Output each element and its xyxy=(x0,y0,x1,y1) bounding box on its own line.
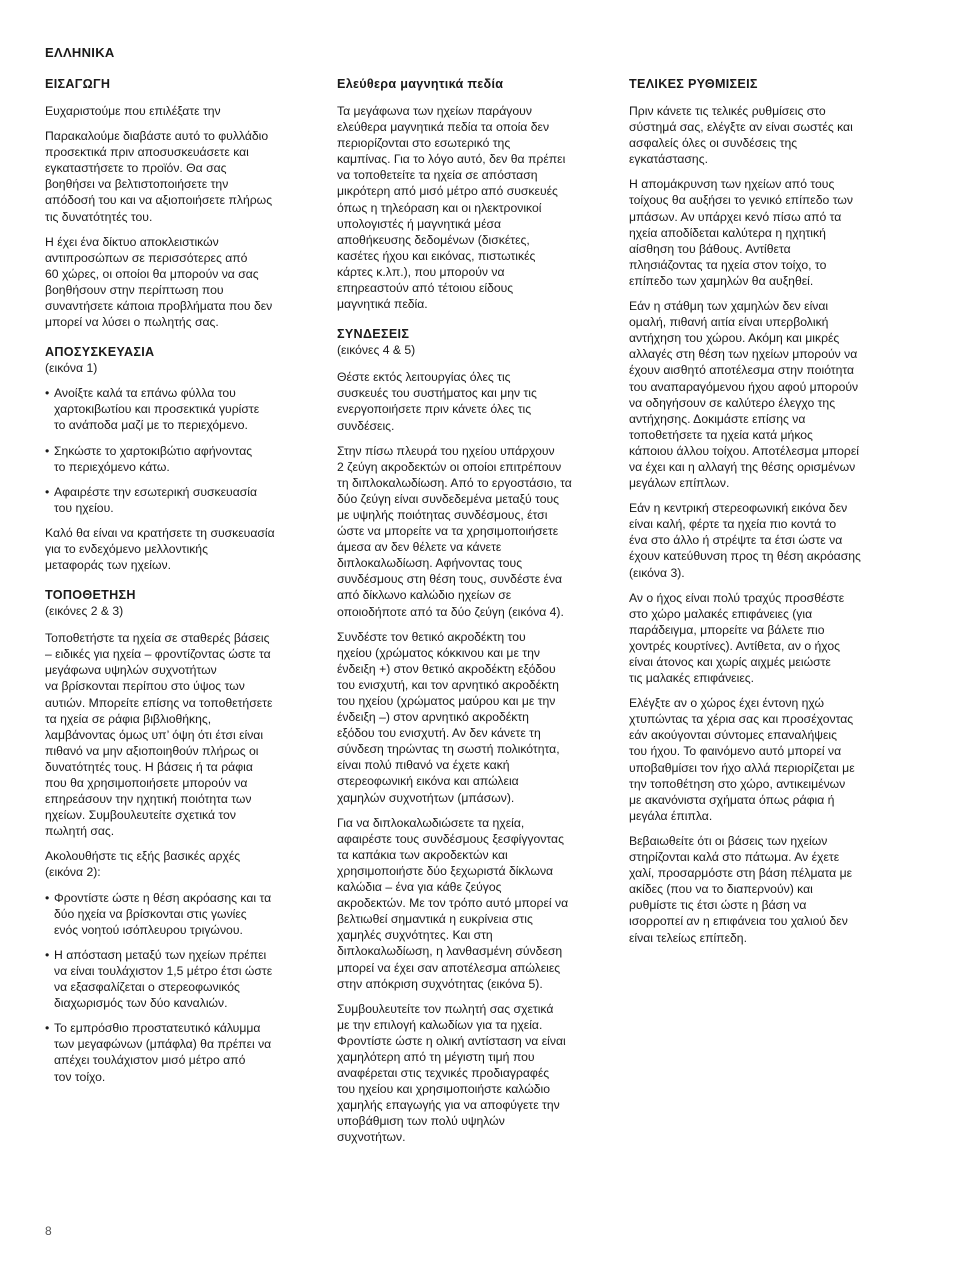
column-1 xyxy=(45,76,323,1095)
connections-section xyxy=(337,326,617,1145)
final-adjustments-paragraph: Πριν κάνετε τις τελικές ρυθμίσεις στο σύστημά σας, ελέγξτε αν είναι σωστές και ασφαλείς όλες οι συνδέσεις της εγκατάστασης. xyxy=(629,104,853,167)
page-number: 8 xyxy=(45,1224,52,1238)
connections-paragraph: Για να διπλοκαλωδιώσετε τα ηχεία, αφαιρέστε τους συνδέσμους ξεσφίγγοντας τα καπάκια των ακροδεκτών και χρησιμοποιήστε δύο ξεχωριστά δίκλωνα καλώδια – ένα για κάθε ζεύγος ακροδεκτών. Με τον τρόπο αυτό μπορεί να βελτιωθεί σημαντικά η ευκρίνεια στις χαμηλές συχνότητες. Και στη διπλοκαλωδίωση, η λανθασμένη σύνδεση μπορεί να έχει σαν αποτέλεσμα απώλειες στην απόκριση συχνότητας (εικόνα 5). xyxy=(337,815,569,991)
unpacking-heading: ΑΠΟΣΥΣΚΕΥΑΣΙΑ xyxy=(45,345,155,360)
placement-bullet: • Φροντίστε ώστε η θέση ακρόασης και τα δύο ηχεία να βρίσκονται στις γωνίες ενός νοητού ισόπλευρου τριγώνου. xyxy=(45,890,323,938)
intro-heading: ΕΙΣΑΓΩΓΗ xyxy=(45,77,111,91)
column-3 xyxy=(629,76,911,956)
connections-paragraph: Θέστε εκτός λειτουργίας όλες τις συσκευές του συστήματος και μην τις ενεργοποιήσετε πριν κάνετε όλες τις συνδέσεις. xyxy=(337,370,537,433)
placement-bullet: • Το εμπρόσθιο προστατευτικό κάλυμμα των μεγαφώνων (μπάφλα) θα πρέπει να απέχει τουλάχιστον μισό μέτρο από τον τοίχο. xyxy=(45,1020,323,1084)
final-adjustments-heading: ΤΕΛΙΚΕΣ ΡΥΘΜΙΣΕΙΣ xyxy=(629,77,758,91)
placement-heading: ΤΟΠΟΘΕΤΗΣΗ xyxy=(45,588,136,603)
unpacking-paragraph: Καλό θα είναι να κρατήσετε τη συσκευασία για το ενδεχόμενο μελλοντικής μεταφοράς των ηχείων. xyxy=(45,525,275,573)
final-adjustments-paragraph: Αν ο ήχος είναι πολύ τραχύς προσθέστε στο χώρο μαλακές επιφάνειες (για παράδειγμα, μπορείτε να βάλετε πιο χοντρές κουρτίνες). Αντίθετα, αν ο ήχος είναι άτονος και χωρίς αιχμές μειώστε τις μαλακές επιφάνειες. xyxy=(629,590,845,686)
placement-paragraph: Ακολουθήστε τις εξής βασικές αρχές (εικόνα 2): xyxy=(45,849,241,880)
placement-paragraph: Τοποθετήστε τα ηχεία σε σταθερές βάσεις – ειδικές για ηχεία – φροντίζοντας ώστε τα μεγάφωνα υψηλών συχνοτήτων να βρίσκονται περίπου στο ύψος των αυτιών. Μπορείτε επίσης να τοποθετήσετε τα ηχεία σε ράφια βιβλιοθήκης, λαμβάνοντας όμως υπ’ όψη ότι έτσι είναι πιθανό να μην αξιοποιηθούν πλήρως οι δυνατότητές τους. Η βάσεις ή τα ράφια που θα χρησιμοποιήσετε μπορούν να επηρεάσουν την ηχητική ποιότητα των ηχείων. Συμβουλευτείτε σχετικά τον πωλητή σας. xyxy=(45,631,273,839)
column-2 xyxy=(337,76,617,1156)
language-heading: ΕΛΛΗΝΙΚΑ xyxy=(45,45,115,60)
unpacking-bullet: • Ανοίξτε καλά τα επάνω φύλλα του χαρτοκιβωτίου και προσεκτικά γυρίστε το ανάποδα μαζί με το περιεχόμενο. xyxy=(45,385,323,433)
connections-paragraph: Συμβουλευτείτε τον πωλητή σας σχετικά με την επιλογή καλωδίων για τα ηχεία. Φροντίστε ώστε η ολική αντίσταση να είναι χαμηλότερη από τη μέγιστη τιμή που αναφέρεται στις τεχνικές προδιαγραφές του ηχείου και χρησιμοποιήστε καλώδιο χαμηλής επαγωγής για να αποφύγετε την υποβάθμιση των πολύ υψηλών συχνοτήτων. xyxy=(337,1001,566,1145)
final-adjustments-paragraph: Εάν η στάθμη των χαμηλών δεν είναι ομαλή, πιθανή αιτία είναι υπερβολική αντήχηση του χώρου. Ακόμη και μικρές αλλαγές στη θέση των ηχείων μπορούν να έχουν αισθητό αποτέλεσμα στην ποιότητα του αναπαραγόμενου ήχου αφού μπορούν να οδηγήσουν σε καλύτερο έλεγχο της αντήχησης. Δοκιμάστε επίσης να τοποθετήσετε τα ηχεία κατά μήκος κάποιου άλλου τοίχου. Αποτέλεσμα μπορεί να έχει και η αλλαγή της θέσης ορισμένων μεγάλων επίπλων. xyxy=(629,299,859,491)
final-adjustments-paragraph: Εάν η κεντρική στερεοφωνική εικόνα δεν είναι καλή, φέρτε τα ηχεία πιο κοντά το ένα στο άλλο ή στρέψτε τα έτσι ώστε να έχουν κατεύθυνση προς τη θέση ακρόασης (εικόνα 3). xyxy=(629,501,861,580)
unpacking-section xyxy=(45,344,323,573)
placement-section xyxy=(45,587,323,1084)
intro-paragraph: Η έχει ένα δίκτυο αποκλειστικών αντιπροσώπων σε περισσότερες από 60 χώρες, οι οποίοι θα μπορούν να σας βοηθήσουν στην περίπτωση που συναντήσετε κάποια προβλήματα που δεν μπορεί να λύσει ο πωλητής σας. xyxy=(45,234,273,330)
connections-paragraph: Στην πίσω πλευρά του ηχείου υπάρχουν 2 ζεύγη ακροδεκτών οι οποίοι επιτρέπουν τη διπλοκαλωδίωση. Από το εργοστάσιο, τα δύο ζεύγη είναι συνδεδεμένα μεταξύ τους με υψηλής ποιότητας συνδέσμους, έτσι ώστε να μπορείτε να τα χρησιμοποιήσετε άμεσα αν δεν θέλετε να κάνετε διπλοκαλωδίωση. Αφήνοντας τους συνδέσμους στη θέση τους, συνδέστε ένα από δίκλωνο καλώδιο ηχείων σε οποιοδήποτε από τα δύο ζεύγη (εικόνα 4). xyxy=(337,443,572,619)
final-adjustments-paragraph: Ελέγξτε αν ο χώρος έχει έντονη ηχώ χτυπώντας τα χέρια σας και προσέχοντας εάν ακούγονται σύντομες επαναλήψεις του ήχου. Το φαινόμενο αυτό μπορεί να υποβαθμίσει τον ήχο αλλά περιορίζεται με την τοποθέτηση στο χώρο, αντικειμένων με ακανόνιστα σχήματα όπως ράφια ή μεγάλα έπιπλα. xyxy=(629,696,855,823)
unpacking-bullet: • Αφαιρέστε την εσωτερική συσκευασία του ηχείου. xyxy=(45,484,323,516)
intro-paragraph: Παρακαλούμε διαβάστε αυτό το φυλλάδιο προσεκτικά πριν αποσυσκευάσετε και εγκαταστήσετε το προϊόν. Θα σας βοηθήσει να βελτιστοποιήσετε την απόδοσή του και να αξιοποιήσετε πλήρως τις δυνατότητές του. xyxy=(45,129,273,224)
magnetic-fields-heading: Ελεύθερα μαγνητικά πεδία xyxy=(337,77,504,91)
intro-paragraph: Ευχαριστούμε που επιλέξατε την xyxy=(45,104,221,118)
unpacking-figure-ref: (εικόνα 1) xyxy=(45,361,98,376)
final-adjustments-section xyxy=(629,76,911,946)
connections-paragraph: Συνδέστε τον θετικό ακροδέκτη του ηχείου (χρώματος κόκκινου και με την ένδειξη +) στον θετικό ακροδέκτη εξόδου του ενισχυτή, και τον αρνητικό ακροδέκτη του ηχείου (χρώματος μαύρου και με την ένδειξη –) στον αρνητικό ακροδέκτη εξόδου του ενισχυτή. Αν δεν κάνετε τη σύνδεση τηρώντας τη σωστή πολικότητα, είναι πολύ πιθανό να έχετε κακή στερεοφωνική εικόνα και απώλεια χαμηλών συχνοτήτων (μπάσων). xyxy=(337,629,560,805)
connections-heading: ΣΥΝΔΕΣΕΙΣ xyxy=(337,327,410,342)
placement-bullet: • Η απόσταση μεταξύ των ηχείων πρέπει να είναι τουλάχιστον 1,5 μέτρο έτσι ώστε να εξασφαλίζεται ο στερεοφωνικός διαχωρισμός των δύο καναλιών. xyxy=(45,947,323,1011)
unpacking-bullet: • Σηκώστε το χαρτοκιβώτιο αφήνοντας το περιεχόμενο κάτω. xyxy=(45,443,323,475)
final-adjustments-paragraph: Βεβαιωθείτε ότι οι βάσεις των ηχείων στηρίζονται καλά στο πάτωμα. Αν έχετε χαλί, προσαρμόστε στη βάση πέλματα με ακίδες (που να το διαπερνούν) και ρυθμίστε τις έτσι ώστε η βάση να ισορροπεί αν η επιφάνεια του χαλιού δεν είναι τελείως επίπεδη. xyxy=(629,833,853,945)
placement-figure-ref: (εικόνες 2 & 3) xyxy=(45,604,124,619)
final-adjustments-paragraph: Η απομάκρυνση των ηχείων από τους τοίχους θα αυξήσει το γενικό επίπεδο των μπάσων. Αν υπάρχει κενό πίσω από τα ηχεία αποδίδεται καλύτερα η ηχητική αίσθηση του βάθους. Αντίθετα πλησιάζοντας τα ηχεία στον τοίχο, το επίπεδο των χαμηλών θα αυξηθεί. xyxy=(629,177,853,288)
magnetic-fields-paragraph: Τα μεγάφωνα των ηχείων παράγουν ελεύθερα μαγνητικά πεδία τα οποία δεν περιορίζονται στο εσωτερικό της καμπίνας. Για το λόγο αυτό, δεν θα πρέπει να τοποθετείτε τα ηχεία σε απόσταση μικρότερη από μισό μέτρο από συσκευές όπως η τηλεόραση και οι ηλεκτρονικοί υπολογιστές ή μαγνητικά μέσα αποθήκευσης δεδομένων (δισκέτες, κασέτες ήχου και εικόνας, πιστωτικές κάρτες κ.λπ.), που μπορούν να επηρεαστούν από τέτοιου είδους μαγνητικά πεδία. xyxy=(337,104,566,312)
magnetic-fields-section xyxy=(337,76,617,312)
intro-section xyxy=(45,76,323,330)
connections-figure-ref: (εικόνες 4 & 5) xyxy=(337,343,416,358)
